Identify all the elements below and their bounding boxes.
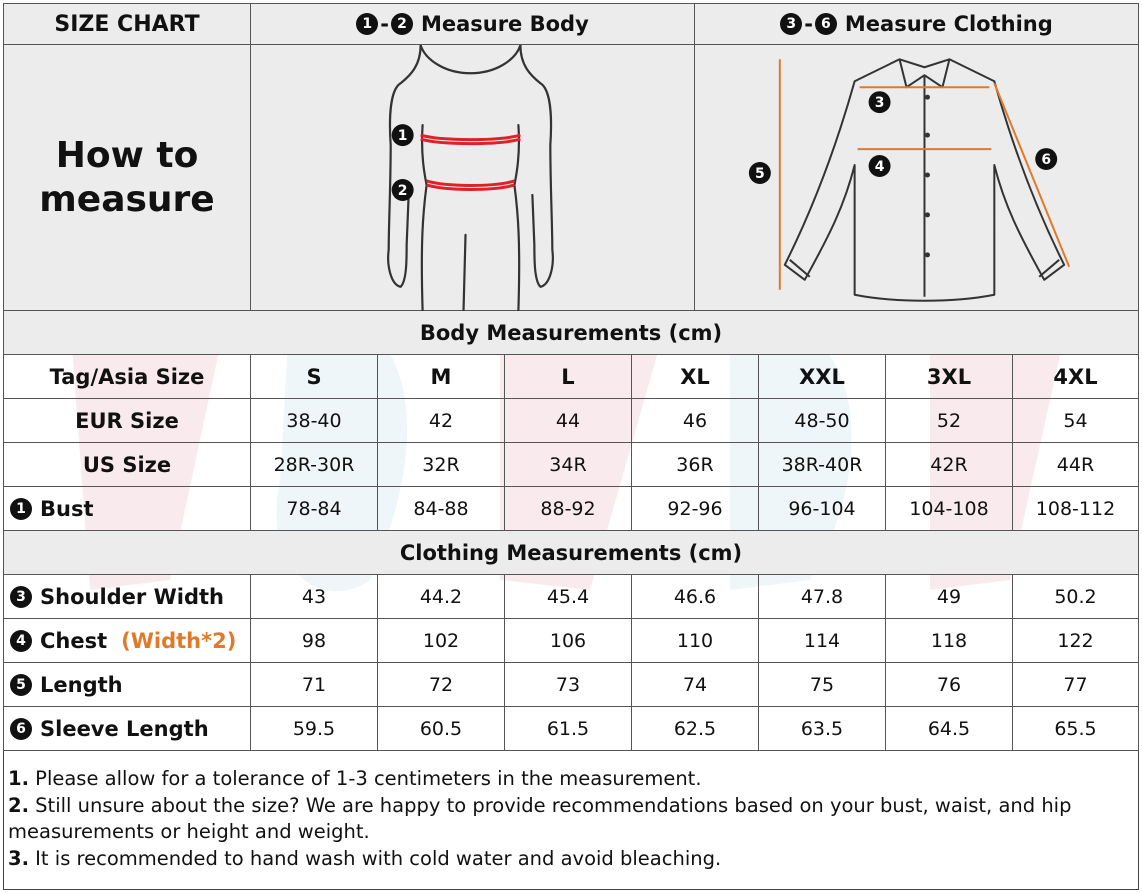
row-label-text: Sleeve Length: [40, 716, 209, 741]
figure-marker-1: 1: [397, 127, 408, 144]
marker-3-icon: 3: [780, 13, 802, 35]
table-cell: 44.2: [378, 575, 505, 619]
body-silhouette-icon: [251, 45, 694, 311]
note-3: 3. It is recommended to hand wash with cold water and avoid bleaching.: [8, 846, 722, 870]
row-label-text: Chest: [40, 628, 108, 653]
table-cell: 43: [251, 575, 378, 619]
table-cell: 44R: [1013, 443, 1139, 487]
table-cell: 36R: [632, 443, 759, 487]
how-to-measure-line2: measure: [39, 178, 215, 220]
table-cell: 72: [378, 663, 505, 707]
table-cell: 96-104: [759, 487, 886, 531]
table-cell: 42: [378, 399, 505, 443]
table-cell: 54: [1013, 399, 1139, 443]
table-cell: 46: [632, 399, 759, 443]
size-header-cell: S: [251, 355, 378, 399]
table-cell: 59.5: [251, 707, 378, 751]
table-cell: 62.5: [632, 707, 759, 751]
table-cell: 38-40: [251, 399, 378, 443]
measure-body-label: Measure Body: [420, 12, 589, 36]
notes: [8, 766, 1134, 872]
body-measurements-title: Body Measurements (cm): [3, 311, 1139, 355]
row-label-text: Shoulder Width: [40, 584, 224, 609]
body-figure-cell: [251, 45, 695, 311]
table-cell: 47.8: [759, 575, 886, 619]
table-cell: 46.6: [632, 575, 759, 619]
marker-1-icon: 1: [356, 13, 378, 35]
row-label: [3, 399, 251, 443]
note-2: 2. Still unsure about the size? We are happy to provide recommendations based on your bust, waist, and hip measurements or height and weight.: [8, 793, 1072, 843]
table-cell: 65.5: [1013, 707, 1139, 751]
figure-marker-4: 4: [874, 158, 885, 175]
table-cell: 74: [632, 663, 759, 707]
table-cell: 108-112: [1013, 487, 1139, 531]
row-label: [3, 443, 251, 487]
measure-clothing-label: Measure Clothing: [844, 12, 1053, 36]
table-cell: 50.2: [1013, 575, 1139, 619]
table-cell: 34R: [505, 443, 632, 487]
table-cell: 45.4: [505, 575, 632, 619]
table-cell: 88-92: [505, 487, 632, 531]
row-number-icon: 6: [10, 718, 32, 740]
table-cell: 84-88: [378, 487, 505, 531]
size-header-cell: 4XL: [1013, 355, 1139, 399]
clothing-measurements-title: Clothing Measurements (cm): [3, 531, 1139, 575]
size-chart-title: SIZE CHART: [3, 3, 251, 45]
table-cell: 118: [886, 619, 1013, 663]
table-cell: 42R: [886, 443, 1013, 487]
table-cell: 49: [886, 575, 1013, 619]
table-cell: 98: [251, 619, 378, 663]
row-label-text: Length: [40, 672, 123, 697]
row-label: [3, 663, 251, 707]
figure-marker-2: 2: [397, 182, 408, 199]
row-number-icon: 3: [10, 586, 32, 608]
table-cell: 75: [759, 663, 886, 707]
row-label: [3, 575, 251, 619]
table-cell: 114: [759, 619, 886, 663]
marker-2-icon: 2: [391, 13, 413, 35]
size-header-cell: XXL: [759, 355, 886, 399]
table-cell: 64.5: [886, 707, 1013, 751]
table-cell: 73: [505, 663, 632, 707]
table-cell: 122: [1013, 619, 1139, 663]
table-cell: 48-50: [759, 399, 886, 443]
size-header-cell: XL: [632, 355, 759, 399]
row-label-text: Bust: [40, 496, 94, 521]
note-1: 1. Please allow for a tolerance of 1-3 centimeters in the measurement.: [8, 767, 702, 790]
table-cell: 77: [1013, 663, 1139, 707]
table-cell: 104-108: [886, 487, 1013, 531]
how-to-measure-cell: [3, 45, 251, 311]
table-cell: 44: [505, 399, 632, 443]
row-note: (Width*2): [121, 628, 237, 653]
row-label-text: EUR Size: [75, 408, 179, 433]
shirt-outline-icon: [695, 45, 1138, 311]
size-header-cell: L: [505, 355, 632, 399]
table-cell: 102: [378, 619, 505, 663]
size-header-cell: 3XL: [886, 355, 1013, 399]
shirt-figure-cell: [695, 45, 1139, 311]
size-header-cell: M: [378, 355, 505, 399]
row-number-icon: 1: [10, 498, 32, 520]
row-label: [3, 707, 251, 751]
measure-clothing-header: 3 - 6 Measure Clothing: [695, 3, 1139, 45]
row-label-text: US Size: [82, 452, 172, 477]
figure-marker-3: 3: [874, 94, 885, 111]
figure-marker-5: 5: [754, 165, 765, 182]
table-cell: 71: [251, 663, 378, 707]
table-cell: 28R-30R: [251, 443, 378, 487]
row-label: [3, 487, 251, 531]
table-cell: 110: [632, 619, 759, 663]
marker-6-icon: 6: [815, 13, 837, 35]
figure-marker-6: 6: [1041, 151, 1052, 168]
table-cell: 76: [886, 663, 1013, 707]
row-label: [3, 619, 251, 663]
measure-body-header: 1 - 2 Measure Body: [251, 3, 695, 45]
table-cell: 106: [505, 619, 632, 663]
table-cell: 63.5: [759, 707, 886, 751]
table-cell: 92-96: [632, 487, 759, 531]
how-to-measure-line1: How to: [55, 134, 199, 176]
table-cell: 52: [886, 399, 1013, 443]
tag-asia-size-label: Tag/Asia Size: [3, 355, 251, 399]
table-cell: 78-84: [251, 487, 378, 531]
table-cell: 60.5: [378, 707, 505, 751]
row-number-icon: 5: [10, 674, 32, 696]
table-cell: 61.5: [505, 707, 632, 751]
row-number-icon: 4: [10, 630, 32, 652]
table-cell: 32R: [378, 443, 505, 487]
table-cell: 38R-40R: [759, 443, 886, 487]
